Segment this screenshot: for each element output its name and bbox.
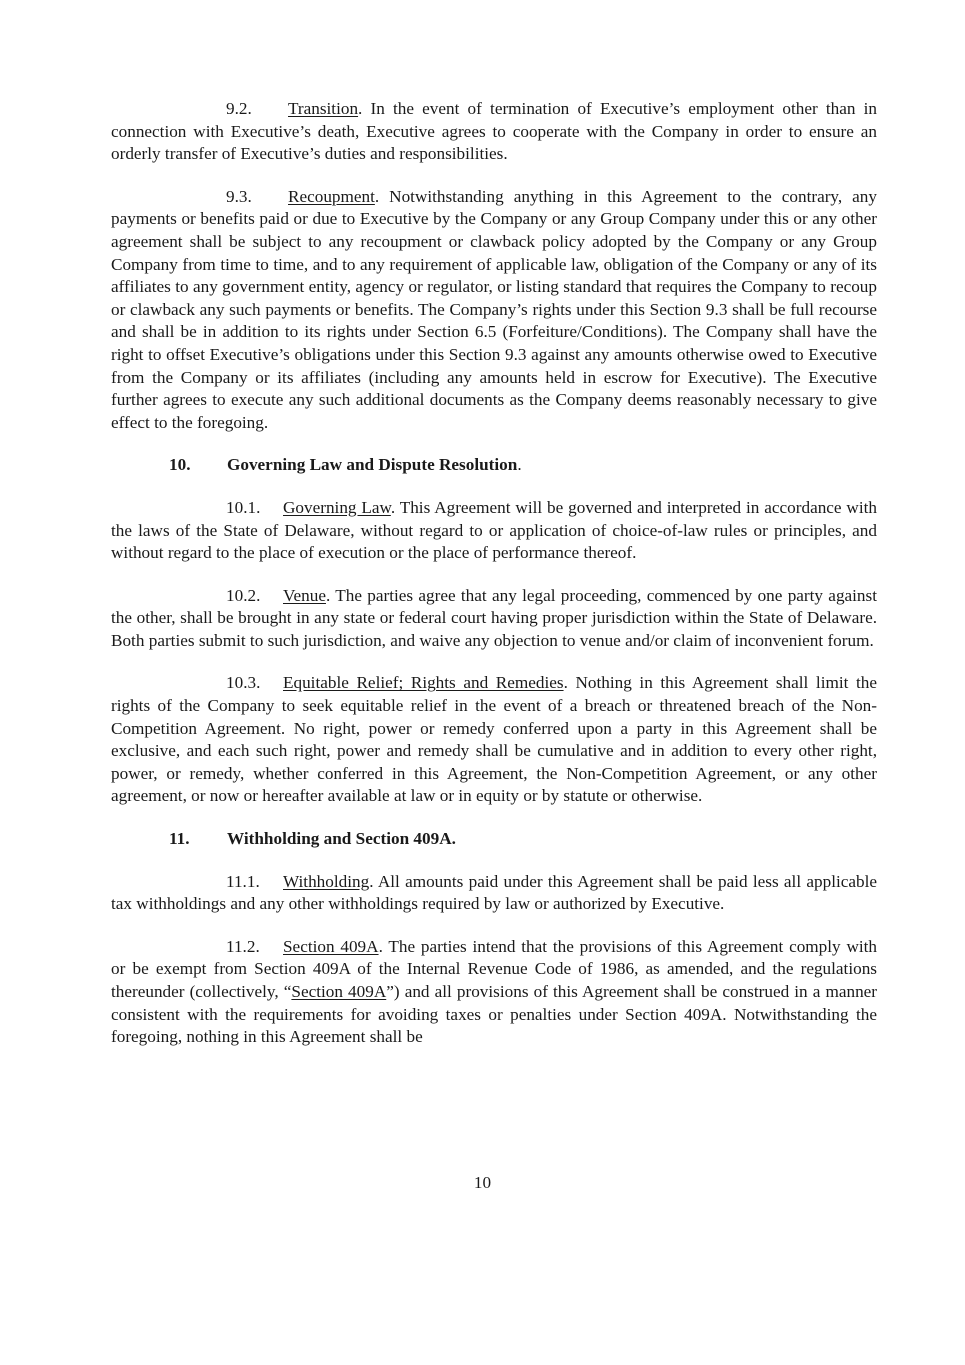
page-number: 10	[473, 1173, 492, 1192]
paragraph-9-2	[111, 98, 877, 166]
paragraph-11-1	[111, 871, 877, 916]
document-page	[111, 98, 877, 1049]
section-title: Governing Law and Dispute Resolution	[227, 455, 518, 475]
section-title-suffix: .	[517, 455, 522, 475]
paragraph-10-1	[111, 497, 877, 565]
paragraph-10-2	[111, 585, 877, 653]
paragraph-heading: Withholding	[283, 871, 370, 891]
paragraph-number: 11.1.	[226, 871, 260, 891]
paragraph-heading: Transition	[288, 99, 359, 118]
paragraph-number: 9.2.	[226, 99, 252, 118]
paragraph-9-3	[111, 186, 877, 435]
paragraph-heading: Recoupment	[288, 186, 375, 206]
paragraph-number: 10.2.	[226, 585, 261, 605]
paragraph-number: 10.3.	[226, 673, 261, 693]
paragraph-11-2	[111, 936, 877, 1049]
paragraph-heading: Governing Law	[283, 497, 391, 517]
paragraph-text-continued: ”) and all provisions of this Agreement shall be construed in a manner consistent with the requirements for avoiding taxes or penalties under Section 409A. Notwithstanding the foregoing, nothing in this Agreement shall be	[111, 982, 878, 1047]
section-heading-11	[111, 828, 877, 851]
section-title: Withholding and Section 409A.	[227, 829, 456, 849]
paragraph-number: 11.2.	[226, 936, 260, 956]
paragraph-text: . Nothing in this Agreement shall limit the rights of the Company to seek equitable relief in the event of a breach or threatened breach of the Non-Competition Agreement. No right, power or remedy conferred upon a party in this Agreement shall be exclusive, and each such right, power and remedy shall be cumulative and in addition to every other right, power, or remedy, whether conferred in this Agreement, the Non-Competition Agreement, or any other agreement, or now or hereafter available at law or in equity or by statute or otherwise.	[111, 673, 877, 806]
paragraph-text: . This Agreement will be governed and interpreted in accordance with the laws of the State of Delaware, without regard to or application of choice-of-law rules or principles, and without regard to the place of execution or the place of performance thereof.	[111, 497, 877, 563]
section-number: 10.	[169, 455, 191, 475]
section-heading-10	[111, 454, 877, 477]
paragraph-text: . Notwithstanding anything in this Agreement to the contrary, any payments or benefits paid or due to Executive by the Company or any Group Company under this or any other agreement shall be subject to any recoupment or clawback policy adopted by the Company or any Group Company from time to time, and to any requirement of applicable law, obligation of the Company or any of its affiliates to any government entity, agency or regulator, or listing standard that requires the Company to recoup or clawback any such payments or benefits. The Company’s rights under this Section 9.3 shall be full recourse and shall be in addition to its rights under Section 6.5 (Forfeiture/Conditions). The Company shall have the right to offset Executive’s obligations under this Section 9.3 against any amounts otherwise owed to Executive from the Company or its affiliates (including any amounts held in escrow for Executive). The Executive further agrees to execute any such additional documents as the Company deems reasonably necessary to give effect to the foregoing.	[111, 186, 877, 432]
paragraph-10-3	[111, 672, 877, 808]
paragraph-text: . The parties intend that the provisions of this Agreement comply with or be exempt from Section 409A of the Internal Revenue Code of 1986, as amended, and the regulations thereunder (collectively, “	[111, 936, 877, 1001]
paragraph-heading: Venue	[283, 585, 326, 605]
paragraph-number: 10.1.	[226, 497, 261, 517]
section-number: 11.	[169, 829, 190, 849]
paragraph-text: . All amounts paid under this Agreement shall be paid less all applicable tax withholdings and any other withholdings required by law or authorized by Executive.	[111, 871, 877, 914]
defined-term: Section 409A	[291, 982, 387, 1001]
paragraph-text: . In the event of termination of Executive’s employment other than in connection with Executive’s death, Executive agrees to cooperate with the Company in order to ensure an orderly transfer of Executive’s duties and responsibilities.	[111, 99, 877, 164]
paragraph-text: . The parties agree that any legal proceeding, commenced by one party against the other, shall be brought in any state or federal court having proper jurisdiction within the State of Delaware. Both parties submit to such jurisdiction, and waive any objection to venue and/or claim of inconvenient forum.	[111, 585, 877, 650]
paragraph-heading: Equitable Relief; Rights and Remedies	[283, 673, 564, 693]
paragraph-heading: Section 409A	[283, 936, 379, 956]
paragraph-number: 9.3.	[226, 186, 252, 206]
